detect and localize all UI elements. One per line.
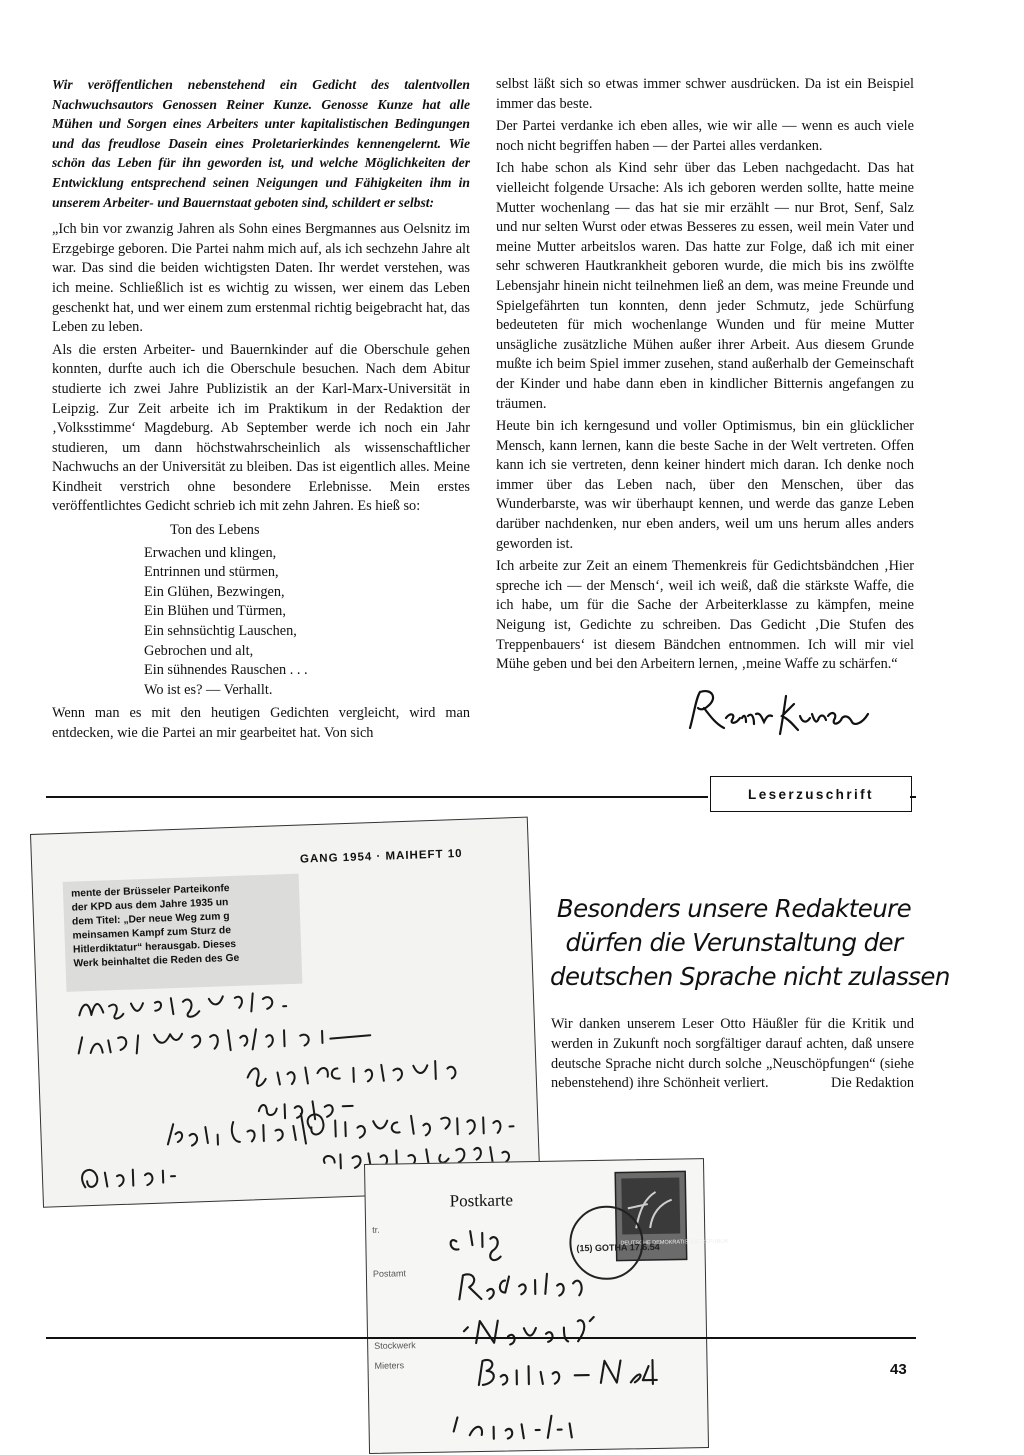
postmark-text: (15) GOTHA 17.6.54	[576, 1241, 660, 1254]
editorial-sign-off: Die Redaktion	[831, 1075, 914, 1092]
stamp-text: DEUTSCHE DEMOKRATISCHE REPUBLIK	[620, 1238, 729, 1247]
postcard-field-label: tr.	[372, 1224, 380, 1235]
article-paragraph: „Ich bin vor zwanzig Jahren als Sohn eines Bergmannes aus Oelsnitz im Erzgebirge geboren. Die Partei nahm mich auf, als ich sechzehn Jahre alt war. Das sind die beiden wichtigsten Daten. Ihr werdet verstehen, was ich meine. Schließlich ist es wichtig zu wissen, wer einem das Leben geschenkt hat, und wer einem zum erstenmal richtig beigebracht hat, das Leben zu leben.	[52, 221, 470, 336]
postcard-field-label: Mieters	[374, 1360, 405, 1371]
footer-rule	[46, 1337, 916, 1339]
section-rule	[46, 796, 708, 798]
snippet-line: meinsamen Kampf zum Sturz de	[72, 925, 232, 942]
article-paragraph: Ich arbeite zur Zeit an einem Themenkreis für Gedichtsbändchen ‚Hier spreche ich — der Mensch‘, weil ich weiß, daß die stärkste Waffe, die ich habe, um für die Sache der Arbeiterklasse zu kämpfen, meine Neigung ist, Gedichte zu schreiben. Das Gedicht ‚Die Stufen des Treppenbauers‘ ist diesem Bändchen entnommen. Ich will mir viel Mühe geben und bei den Arbeitern lernen, ‚meine Waffe zu schärfen.“	[496, 558, 914, 673]
poem-line: Ein Blühen und Türmen,	[144, 603, 286, 620]
postcard-title: Postkarte	[449, 1190, 514, 1211]
signature-reiner-kunze	[682, 684, 882, 740]
clipping-text-snippet	[63, 874, 303, 992]
poem-line: Ein sehnsüchtig Lauschen,	[144, 623, 297, 640]
postcard-field-label: Stockwerk	[374, 1340, 416, 1351]
article-paragraph: Ich habe schon als Kind sehr über das Leben nachgedacht. Das hat vielleicht folgende Ursache: Als ich geboren werden sollte, hatte meine Mutter wochenlang — das hat sie mir erzählt — nur Brot, Senf, Salz und nur selten Wurst oder etwas Besseres zu essen, weil mein Vater und meine Mutter arbeitslos waren. Das hatte zur Folge, daß ich mit einer sehr schweren Hautkrankheit geboren wurde, die mich bis ins zwölfte Lebensjahr hinein nicht teilnehmen ließ an dem, was meine Freunde und Spielgefährten tun konnten, denn jeder Schmutz, jede Schürfung bedeuteten für mich wochenlange Wunden und für meine Mutter unsägliche zusätzliche Mühen außer ihrer Arbeit. Aus diesem Grunde mußte ich beim Spiel immer zusehen, stand außerhalb der Gemeinschaft der Kinder und habe dann eben in kindlicher Bitternis angefangen zu träumen.	[496, 160, 914, 412]
poem-title: Ton des Lebens	[170, 522, 260, 539]
article-paragraph: Der Partei verdanke ich eben alles, wie wir alle — wenn es auch viele noch nicht begriffen haben — der Partei alles verdanken.	[496, 118, 914, 154]
poem-line: Wo ist es? — Verhallt.	[144, 681, 273, 698]
article-right-column	[496, 75, 914, 678]
postcard-field-label: Postamt	[372, 1268, 407, 1279]
snippet-line: dem Titel: „Der neue Weg zum g	[71, 911, 230, 928]
poem-line: Ein sühnendes Rauschen . . .	[144, 662, 308, 679]
headline-line: Besonders unsere Redakteure	[556, 894, 912, 923]
article-intro: Wir veröffentlichen nebenstehend ein Gedicht des talentvollen Nachwuchsautors Genossen Reiner Kunze. Genosse Kunze hat alle Mühen und Sorgen eines Arbeiters unter kapitalistischen Bedingungen und das freudlose Dasein eines Proletarierkindes kennengelernt. Wie schön das Leben für ihn geworden ist, und welche Möglichkeiten der Entwicklung entsprechend seinen Neigungen und Fähigkeiten ihm in unserem Arbeiter- und Bauernstaat geboten sind, schildert er selbst:	[52, 77, 470, 210]
snippet-line: der KPD aus dem Jahre 1935 un	[71, 897, 229, 914]
editorial-reply	[551, 1015, 914, 1094]
clipping-header: GANG 1954 · MAIHEFT 10	[299, 847, 463, 866]
postcard-address-handwriting	[365, 1159, 710, 1455]
headline-line: deutschen Sprache nicht zulassen	[550, 962, 950, 991]
section-label: Leserzuschrift	[710, 776, 912, 812]
article-left-column	[52, 75, 470, 747]
postcard-clipping	[364, 1158, 729, 1454]
snippet-line: Hitlerdiktatur“ herausgab. Dieses	[72, 938, 237, 956]
editorial-headline	[550, 892, 950, 994]
article-paragraph: selbst läßt sich so etwas immer schwer ausdrücken. Da ist ein Beispiel immer das beste.	[496, 76, 914, 112]
poem-line: Ein Glühen, Bezwingen,	[144, 583, 285, 600]
snippet-line: mente der Brüsseler Parteikonfe	[70, 883, 230, 900]
poem-line: Gebrochen und alt,	[144, 642, 254, 659]
poem-line: Erwachen und klingen,	[144, 544, 277, 561]
page-number: 43	[890, 1361, 907, 1378]
reader-letter-clipping	[30, 817, 541, 1208]
article-paragraph: Als die ersten Arbeiter- und Bauernkinder auf die Oberschule gehen konnten, durfte auch ich die Oberschule besuchen. Nach dem Abitur studierte ich zwei Jahre Publizistik an der Karl-Marx-Universität in Leipzig. Zur Zeit arbeite ich im Praktikum in der Redaktion der ‚Volksstimme‘ Magdeburg. Ab September werde ich noch ein Jahr studieren, um dann höchstwahrscheinlich als wissenschaftlicher Nachwuchs an der Universität zu bleiben. Das ist eigentlich alles. Meine Kindheit verstrich ohne besondere Erlebnisse. Mein erstes veröffentlichtes Gedicht schrieb ich mit zehn Jahren. Es hieß so:	[52, 341, 470, 515]
article-paragraph: Wenn man es mit den heutigen Gedichten vergleicht, wird man entdecken, wie die Partei an mir gearbeitet hat. Von sich	[52, 705, 470, 741]
article-paragraph: Heute bin ich kerngesund und voller Optimismus, bin ein glücklicher Mensch, kann lernen, kann die beste Sache in der Welt vertreten. Offen kann ich sie vertreten, denn keiner hindert mich daran. Ich denke noch immer über das Leben nach, über den Menschen, über das Wunderbarste, was wir überhaupt kennen, und werde das ganze Leben darüber nachdenken, nur eben anders, weil um uns herum alles anders geworden ist.	[496, 418, 914, 552]
poem	[52, 521, 470, 700]
editorial-body: Wir danken unserem Leser Otto Häußler für die Kritik und werden in Zukunft noch sorgfältiger darauf achten, daß unsere deutsche Sprache nicht durch solche „Neuschöpfungen“ (siehe nebenstehend) ihre Schönheit verliert.	[551, 1016, 914, 1092]
poem-line: Entrinnen und stürmen,	[144, 564, 279, 581]
headline-line: dürfen die Verunstaltung der	[565, 928, 903, 957]
snippet-line: Werk beinhaltet die Reden des Ge	[73, 952, 240, 970]
